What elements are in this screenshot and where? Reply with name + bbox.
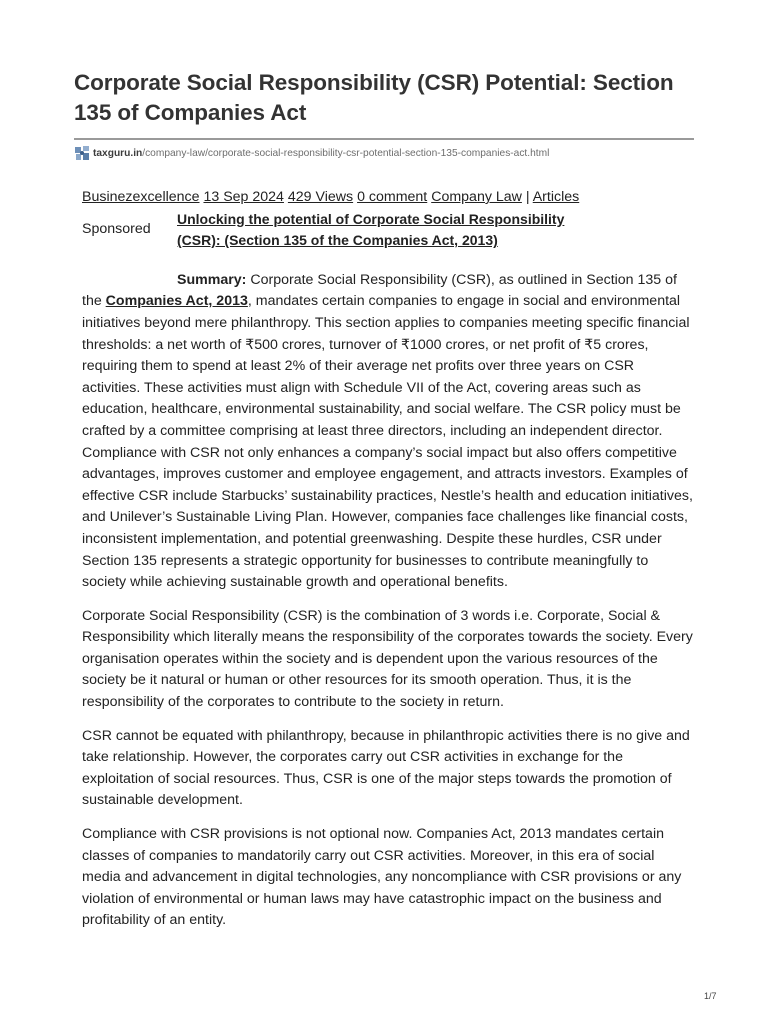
date-link[interactable]: 13 Sep 2024 <box>203 189 284 205</box>
sponsored-link-line1: Unlocking the potential of Corporate Social Responsibility <box>177 210 565 227</box>
category-link[interactable]: Company Law <box>431 189 522 205</box>
title-divider <box>74 138 694 140</box>
summary-text-after: , mandates certain companies to engage in social and environmental initiatives beyond mere philanthropy. This section applies to companies meeting specific financial thresholds: a net worth of ₹500 crores, turnover of ₹1000 crores, or net profit of ₹5 crores, requiring them to spend at least 2% of their average net profits over three years on CSR activities. These activities must align with Schedule VII of the Act, covering areas such as education, healthcare, environmental sustainability, and social welfare. The CSR policy must be crafted by a committee comprising at least three directors, including an independent director. Compliance with CSR not only enhances a company’s social impact but also offers competitive advantages, improves customer and employee engagement, and attracts investors. Examples of effective CSR include Starbucks’ sustainability practices, Nestle’s health and education initiatives, and Unilever’s Sustainable Living Plan. However, companies face challenges like financial costs, inconsistent implementation, and potential greenwashing. Despite these hurdles, CSR under Section 135 represents a strategic opportunity for businesses to contribute meaningfully to society while achieving sustainable growth and operational benefits. <box>82 293 693 591</box>
article-meta <box>82 187 694 209</box>
section-link[interactable]: Articles <box>532 189 580 205</box>
summary-text-before: Corporate Social Responsibility (CSR), as outlined in Section 135 of the <box>82 271 677 310</box>
sponsored-link[interactable] <box>177 209 617 252</box>
author-link[interactable]: Businezexcellence <box>82 189 200 205</box>
source-host: taxguru.in <box>93 147 143 159</box>
source-path: /company-law/corporate-social-responsibility-csr-potential-section-135-companies-act.html <box>142 147 550 159</box>
page-number: 1/7 <box>704 991 717 1001</box>
sponsored-label: Sponsored <box>82 221 151 238</box>
meta-separator: | <box>525 189 530 205</box>
source-url[interactable] <box>74 144 694 162</box>
document-page <box>74 68 694 932</box>
taxguru-favicon-icon <box>74 145 90 161</box>
article-body <box>82 187 694 932</box>
sponsored-block <box>82 209 694 252</box>
views-link[interactable]: 429 Views <box>287 189 354 205</box>
body-paragraph-2: CSR cannot be equated with philanthropy, because in philanthropic activities there is no give and take relationship. However, the corporates carry out CSR activities in exchange for the exploitation of social resources. Thus, CSR is one of the major steps towards the promotion of sustainable development. <box>82 727 690 809</box>
body-paragraph-1: Corporate Social Responsibility (CSR) is the combination of 3 words i.e. Corporate, Social & Responsibility which literally means the responsibility of the corporates towards the society. Every organisation operates within the society and is dependent upon the various resources of the society be it natural or human or other resources for its smooth operation. Thus, it is the responsibility of the corporates to contribute to the society in return. <box>82 607 693 711</box>
page-title: Corporate Social Responsibility (CSR) Potential: Section 135 of Companies Act <box>74 70 674 125</box>
summary-label: Summary: <box>177 271 247 288</box>
companies-act-link[interactable]: Companies Act, 2013 <box>105 293 248 310</box>
summary-paragraph <box>82 270 694 594</box>
sponsored-link-line2: (CSR): (Section 135 of the Companies Act, 2013) <box>177 232 498 249</box>
body-paragraph-3: Compliance with CSR provisions is not optional now. Companies Act, 2013 mandates certain classes of companies to mandatorily carry out CSR activities. Moreover, in this era of social media and advancement in digital technologies, any noncompliance with CSR provisions or any violation of environmental or human laws may have catastrophic impact on the business and profitability of an entity. <box>82 826 682 929</box>
comments-link[interactable]: 0 comment <box>357 189 428 205</box>
